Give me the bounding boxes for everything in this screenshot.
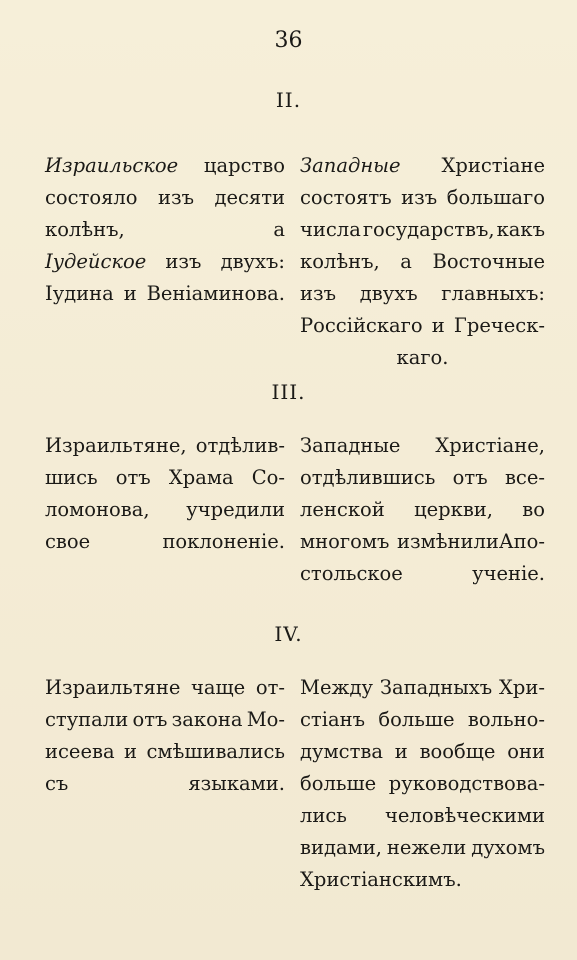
text-line xyxy=(300,182,545,214)
word: ступали xyxy=(45,708,129,731)
section-ii-left-column xyxy=(45,150,285,310)
word: ленской xyxy=(300,498,385,521)
word: Между xyxy=(300,676,373,699)
word: Іудина xyxy=(45,282,114,305)
word: шись xyxy=(45,466,98,489)
word: и xyxy=(124,740,138,763)
text-line xyxy=(300,214,545,246)
text-line xyxy=(300,864,545,896)
word: Храма xyxy=(168,466,234,489)
word: вообще xyxy=(419,740,496,763)
text-line xyxy=(300,310,545,342)
word: человѣческими xyxy=(385,804,545,827)
word: и xyxy=(123,282,137,305)
section-iv-right-column xyxy=(300,672,545,896)
text-line xyxy=(300,342,545,374)
word: отъ xyxy=(115,466,151,489)
word: большаго xyxy=(446,186,545,209)
text-line xyxy=(45,182,285,214)
word: лись xyxy=(300,804,347,827)
word: двухъ: xyxy=(220,250,285,273)
text-line xyxy=(45,214,285,246)
text-line xyxy=(300,704,545,736)
word: изъ xyxy=(401,186,438,209)
word: состояло xyxy=(45,186,138,209)
page-number: 36 xyxy=(274,28,303,53)
text-line xyxy=(45,430,285,462)
word: ученіе. xyxy=(472,562,545,585)
word: Израильтяне xyxy=(45,676,181,699)
section-iii-right-column xyxy=(300,430,545,590)
word: колѣнъ, xyxy=(300,250,380,273)
section-heading-ii: II. xyxy=(275,88,302,112)
text-line xyxy=(300,430,545,462)
section-heading-iv: IV. xyxy=(274,622,303,646)
word: Греческ- xyxy=(453,314,545,337)
word: царство xyxy=(203,154,285,177)
word: колѣнъ, xyxy=(45,218,125,241)
word: от- xyxy=(255,676,285,699)
word: Со- xyxy=(251,466,285,489)
word: состоятъ xyxy=(300,186,392,209)
word: отдѣлившись xyxy=(300,466,436,489)
text-line xyxy=(45,494,285,526)
text-line xyxy=(45,526,285,558)
word: они xyxy=(507,740,545,763)
word: и xyxy=(394,740,408,763)
word: стольское xyxy=(300,562,403,585)
word: Іудейское xyxy=(45,250,147,273)
text-line xyxy=(45,150,285,182)
word: больше xyxy=(378,708,455,731)
word: Хри- xyxy=(499,676,545,699)
word: стіанъ xyxy=(300,708,365,731)
word: нежели xyxy=(386,836,467,859)
word: исеева xyxy=(45,740,115,763)
section-ii-right-column xyxy=(300,150,545,374)
word: все- xyxy=(504,466,545,489)
text-line xyxy=(300,246,545,278)
text-line xyxy=(300,278,545,310)
word: съ xyxy=(45,772,69,795)
text-line xyxy=(300,800,545,832)
word: изъ xyxy=(300,282,337,305)
word: свое xyxy=(45,530,91,553)
text-line xyxy=(300,494,545,526)
word: церкви, xyxy=(414,498,493,521)
word: Веніаминова. xyxy=(146,282,285,305)
text-line xyxy=(300,768,545,800)
word: видами, xyxy=(300,836,382,859)
word: во xyxy=(522,498,545,521)
word: отъ xyxy=(132,708,168,731)
section-iii-left-column xyxy=(45,430,285,558)
text-line xyxy=(45,246,285,278)
text-line xyxy=(300,462,545,494)
word: десяти xyxy=(214,186,285,209)
word: государствъ, xyxy=(362,218,495,241)
word: смѣшивались xyxy=(146,740,285,763)
text-line xyxy=(300,150,545,182)
word: какъ xyxy=(496,218,545,241)
word: учредили xyxy=(186,498,285,521)
text-line xyxy=(300,672,545,704)
word: а xyxy=(273,218,285,241)
word: Христіане, xyxy=(435,434,545,457)
text-line xyxy=(45,736,285,768)
text-line xyxy=(45,768,285,800)
section-heading-iii: III. xyxy=(271,380,306,404)
word: Западныхъ xyxy=(379,676,493,699)
word: Мо- xyxy=(246,708,285,731)
word: чаще xyxy=(191,676,246,699)
word: поклоненіе. xyxy=(162,530,285,553)
word: Восточные xyxy=(432,250,545,273)
text-line xyxy=(45,672,285,704)
word: духомъ xyxy=(471,836,545,859)
word: многомъ xyxy=(300,530,390,553)
word: Израильское xyxy=(45,154,179,177)
word: а xyxy=(400,250,412,273)
word: и xyxy=(431,314,445,337)
text-line xyxy=(45,462,285,494)
word: Западные xyxy=(300,434,401,457)
word: думства xyxy=(300,740,383,763)
word: изъ xyxy=(157,186,195,209)
word: измѣнилиАпо- xyxy=(396,530,545,553)
word: изъ xyxy=(165,250,202,273)
word: больше xyxy=(300,772,377,795)
word: ломонова, xyxy=(45,498,150,521)
word: Христіане xyxy=(441,154,545,177)
text-line xyxy=(300,736,545,768)
word: языками. xyxy=(188,772,285,795)
word: руководствова- xyxy=(388,772,545,795)
word: Россійскаго xyxy=(300,314,423,337)
word: отъ xyxy=(452,466,488,489)
word: отдѣлив- xyxy=(195,434,285,457)
word: закона xyxy=(171,708,243,731)
word: Израильтяне, xyxy=(45,434,187,457)
word: главныхъ: xyxy=(441,282,545,305)
text-line xyxy=(45,704,285,736)
text-line xyxy=(300,558,545,590)
text-line xyxy=(300,832,545,864)
word: двухъ xyxy=(359,282,418,305)
word: вольно- xyxy=(467,708,545,731)
word: числа xyxy=(300,218,361,241)
word: Западные xyxy=(300,154,401,177)
text-line xyxy=(300,526,545,558)
word: Христіанскимъ. xyxy=(300,868,462,891)
text-line xyxy=(45,278,285,310)
section-iv-left-column xyxy=(45,672,285,800)
word: каго. xyxy=(396,346,449,369)
